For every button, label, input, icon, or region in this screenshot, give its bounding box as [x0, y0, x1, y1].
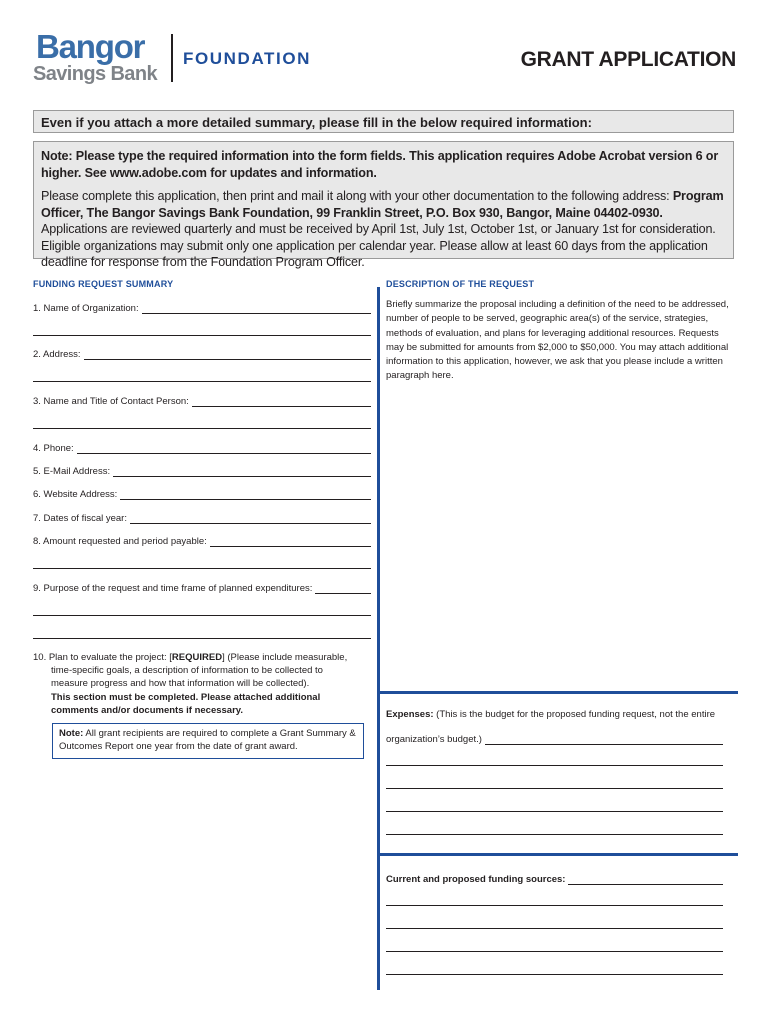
logo-divider	[171, 34, 173, 82]
website-input[interactable]	[120, 489, 371, 500]
expenses-divider	[377, 691, 738, 694]
funding-sources-divider	[377, 853, 738, 856]
field-label: 7. Dates of fiscal year:	[33, 513, 127, 524]
funding-sources-line-a[interactable]	[386, 905, 723, 906]
notice-heading: Even if you attach a more detailed summary, please fill in the below required information:	[41, 115, 592, 130]
note-text: All grant recipients are required to complete a Grant Summary & Outcomes Report one year from the date of grant award.	[59, 728, 356, 752]
funding-sources-field	[386, 871, 723, 885]
purpose-input[interactable]	[315, 583, 371, 594]
description-text-area[interactable]	[384, 390, 736, 686]
address-field	[33, 346, 371, 360]
logo-bangor: Bangor	[36, 28, 145, 65]
evaluation-required-line-2: comments and/or documents if necessary.	[51, 704, 243, 716]
field-label: 5. E-Mail Address:	[33, 466, 111, 477]
email-field	[33, 463, 371, 477]
instructions-paragraph	[41, 188, 726, 271]
expenses-line-a[interactable]	[386, 765, 723, 766]
contact-person-field	[33, 393, 371, 407]
instructions-start: Please complete this application, then print and mail it along with your other documentation to the following address:	[41, 189, 673, 203]
notice-heading-box	[33, 110, 734, 133]
contact-person-line-2[interactable]	[33, 428, 371, 429]
funding-sources-line-d[interactable]	[386, 974, 723, 975]
note-label: Note:	[59, 728, 84, 739]
website-field	[33, 486, 371, 500]
description-heading: DESCRIPTION OF THE REQUEST	[386, 279, 535, 289]
field-label: 9. Purpose of the request and time frame of planned expenditures:	[33, 583, 313, 594]
evaluation-prefix: 10. Plan to evaluate the project: [	[33, 652, 172, 663]
field-label: 1. Name of Organization:	[33, 303, 139, 314]
funding-sources-line-c[interactable]	[386, 951, 723, 952]
contact-person-input[interactable]	[192, 396, 371, 407]
amount-requested-field	[33, 533, 371, 547]
logo-foundation: FOUNDATION	[183, 49, 312, 68]
evaluation-required-line-1: This section must be completed. Please attached additional	[51, 691, 321, 703]
expenses-line-d[interactable]	[386, 834, 723, 835]
address-input[interactable]	[84, 349, 371, 360]
fiscal-year-input[interactable]	[130, 513, 371, 524]
amount-requested-input[interactable]	[210, 536, 371, 547]
expenses-line-c[interactable]	[386, 811, 723, 812]
right-column-bar	[377, 287, 380, 990]
fiscal-year-field	[33, 510, 371, 524]
evaluation-line-3: measure progress and how that information will be collected).	[51, 678, 310, 690]
description-instructions: Briefly summarize the proposal including a definition of the need to be addressed, number of people to be served, geographic area(s) of the service, strategies, methods of evaluation, and plans for leveraging additional resources. Requests may be submitted for amounts from $2,000 to $50,000. You may attach additional information to this application, however, we ask that you please include a written paragraph here.	[386, 299, 729, 382]
expenses-line-2: organization’s budget.)	[386, 734, 482, 745]
funding-sources-label: Current and proposed funding sources:	[386, 874, 566, 885]
expenses-input[interactable]	[485, 734, 723, 745]
phone-field	[33, 440, 371, 454]
funding-sources-line-b[interactable]	[386, 928, 723, 929]
logo-savings-bank: Savings Bank	[33, 63, 157, 85]
page-title: GRANT APPLICATION	[520, 48, 736, 71]
instructions-end: Applications are reviewed quarterly and must be received by April 1st, July 1st, October 1st, or January 1st for consideration. Eligible organizations may submit only one application per calendar year. Please allow at least 60 days from the application deadline for response from the Foundation Program Officer.	[41, 222, 716, 269]
acrobat-note: Note: Please type the required information into the form fields. This application requires Adobe Acrobat version 6 or higher. See www.adobe.com for updates and information.	[41, 149, 719, 180]
expenses-field	[386, 731, 723, 745]
grant-report-note	[52, 723, 364, 759]
purpose-field	[33, 580, 371, 594]
expenses-line-1	[386, 709, 731, 720]
evaluation-suffix: ] (Please include measurable,	[222, 652, 348, 663]
field-label: 8. Amount requested and period payable:	[33, 536, 207, 547]
expenses-line-b[interactable]	[386, 788, 723, 789]
amount-requested-line-2[interactable]	[33, 568, 371, 569]
field-label: 2. Address:	[33, 349, 81, 360]
evaluation-line-1	[33, 651, 368, 664]
purpose-line-2[interactable]	[33, 615, 371, 616]
required-tag: REQUIRED	[171, 652, 223, 663]
expenses-label: Expenses:	[386, 709, 434, 720]
purpose-line-3[interactable]	[33, 638, 371, 639]
phone-input[interactable]	[77, 443, 371, 454]
instructions-box	[33, 141, 734, 269]
evaluation-line-2: time-specific goals, a description of information to be collected to	[51, 665, 323, 677]
organization-name-input[interactable]	[142, 303, 371, 314]
funding-summary-heading: FUNDING REQUEST SUMMARY	[33, 279, 174, 289]
expenses-text: (This is the budget for the proposed funding request, not the entire	[433, 709, 716, 720]
funding-sources-input[interactable]	[568, 874, 723, 885]
organization-name-field	[33, 300, 371, 314]
mailing-address: Program Officer, The Bangor Savings Bank Foundation, 99 Franklin Street, P.O. Box 930, Bangor, Maine 04402-0930.	[41, 189, 724, 220]
evaluation-plan-item	[33, 651, 368, 717]
field-label: 4. Phone:	[33, 443, 74, 454]
organization-name-line-2[interactable]	[33, 335, 371, 336]
email-input[interactable]	[113, 466, 371, 477]
field-label: 3. Name and Title of Contact Person:	[33, 396, 189, 407]
address-line-2[interactable]	[33, 381, 371, 382]
field-label: 6. Website Address:	[33, 489, 118, 500]
